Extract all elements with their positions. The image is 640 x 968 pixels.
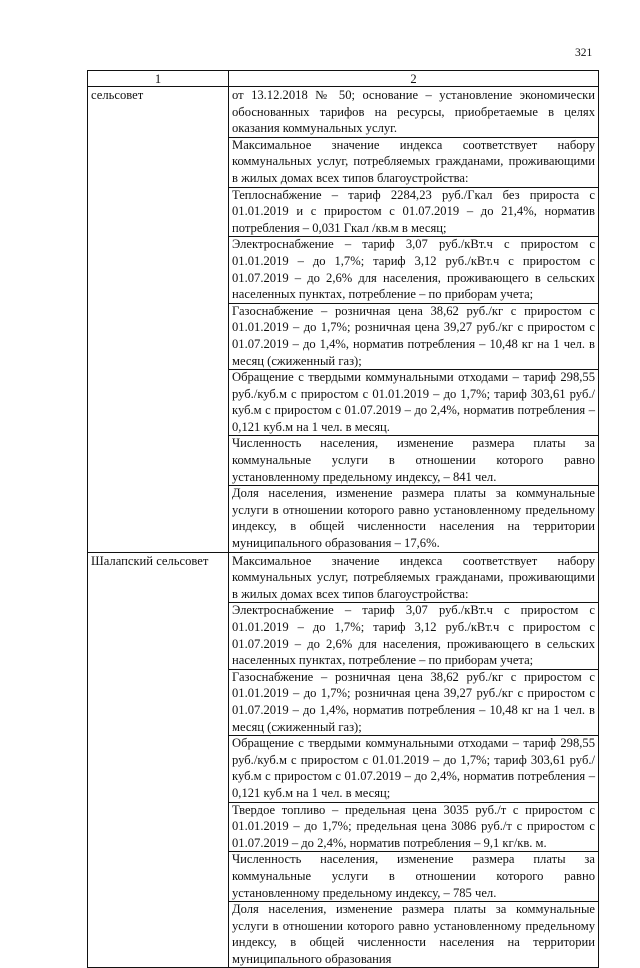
page-number: 321 (575, 47, 593, 59)
description-cell (229, 552, 599, 968)
description-cell (229, 87, 599, 553)
municipality-name: Шалапский сельсовет (88, 552, 229, 968)
tariff-table (87, 70, 599, 968)
paragraph: Доля населения, изменение размера платы за коммунальные услуги в отношении которого равно установленному предельному индексу, в общей численности населения на территории муниципального образования – 17,6%. (232, 486, 595, 551)
paragraph: Численность населения, изменение размера платы за коммунальные услуги в отношении которого равно установленному предельному индексу, – 841 чел. (232, 436, 595, 484)
paragraph: Доля населения, изменение размера платы за коммунальные услуги в отношении которого равно установленному предельному индексу, в общей численности населения на территории муниципального образования (232, 902, 595, 966)
paragraph: Численность населения, изменение размера платы за коммунальные услуги в отношении которого равно установленному предельному индексу, – 785 чел. (232, 852, 595, 900)
table-row (88, 87, 599, 553)
paragraph: Электроснабжение – тариф 3,07 руб./кВт.ч с приростом с 01.01.2019 – до 1,7%; тариф 3,12 руб./кВт.ч с приростом с 01.07.2019 – до 2,6% для населения, проживающего в сельских населенных пунктах, потребление – по приборам учета; (232, 603, 595, 668)
paragraph: Газоснабжение – розничная цена 38,62 руб./кг с приростом с 01.01.2019 – до 1,7%; розничная цена 39,27 руб./кг с приростом с 01.07.2019 – до 1,4%, норматив потребления – 10,48 кг на 1 чел. в месяц (сжиженный газ); (232, 303, 595, 368)
paragraph: Электроснабжение – тариф 3,07 руб./кВт.ч с приростом с 01.01.2019 – до 1,7%; тариф 3,12 руб./кВт.ч с приростом с 01.07.2019 – до 2,6% для населения, проживающего в сельских населенных пунктах, потребление – по приборам учета; (232, 237, 595, 302)
paragraph: от 13.12.2018 № 50; основание – установление экономически обоснованных тарифов на ресурсы, приобретаемые в целях оказания коммунальных услуг. (232, 88, 595, 136)
column-header-2: 2 (229, 71, 599, 87)
paragraph: Теплоснабжение – тариф 2284,23 руб./Гкал без прироста с 01.01.2019 и с приростом с 01.07.2019 – до 21,4%, норматив потребления – 0,031 Гкал /кв.м в месяц; (232, 187, 595, 235)
paragraph: Максимальное значение индекса соответствует набору коммунальных услуг, потребляемых гражданами, проживающими в жилых домах всех типов благоустройства: (232, 553, 595, 601)
municipality-name: сельсовет (88, 87, 229, 553)
paragraph: Твердое топливо – предельная цена 3035 руб./т с приростом с 01.01.2019 – до 1,7%; предельная цена 3086 руб./т с приростом с 01.07.2019 – до 2,4%, норматив потребления – 9,1 кг/кв. м. (232, 802, 595, 850)
table-header-row (88, 71, 599, 87)
paragraph: Обращение с твердыми коммунальными отходами – тариф 298,55 руб./куб.м с приростом с 01.01.2019 – до 1,7%; тариф 303,61 руб./куб.м с приростом с 01.07.2019 – до 2,4%, норматив потребления – 0,121 куб.м на 1 чел. в месяц. (232, 370, 595, 434)
paragraph: Обращение с твердыми коммунальными отходами – тариф 298,55 руб./куб.м с приростом с 01.01.2019 – до 1,7%; тариф 303,61 руб./куб.м с приростом с 01.07.2019 – до 2,4%, норматив потребления – 0,121 куб.м на 1 чел. в месяц; (232, 736, 595, 800)
table-row (88, 552, 599, 968)
paragraph: Газоснабжение – розничная цена 38,62 руб./кг с приростом с 01.01.2019 – до 1,7%; розничная цена 39,27 руб./кг с приростом с 01.07.2019 – до 1,4%, норматив потребления – 10,48 кг на 1 чел. в месяц (сжиженный газ); (232, 669, 595, 734)
paragraph: Максимальное значение индекса соответствует набору коммунальных услуг, потребляемых гражданами, проживающими в жилых домах всех типов благоустройства: (232, 137, 595, 185)
column-header-1: 1 (88, 71, 229, 87)
